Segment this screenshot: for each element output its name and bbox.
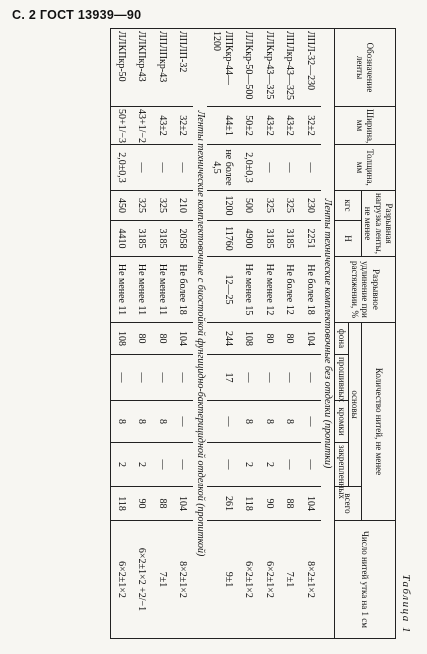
cell-elongation: Не более 18 bbox=[173, 257, 194, 323]
cell-thickness: — bbox=[173, 145, 194, 191]
cell-weft-through: — bbox=[239, 355, 260, 401]
cell-n: 2058 bbox=[173, 221, 194, 257]
cell-kgs: 325 bbox=[280, 191, 301, 221]
header-breaking-load: Разрывная нагрузка ленты, не менее bbox=[361, 191, 395, 257]
cell-thickness: 2,0±0,3 bbox=[111, 145, 132, 191]
cell-kgs: 450 bbox=[111, 191, 132, 221]
cell-binding: — bbox=[152, 443, 173, 487]
cell-kgs: 500 bbox=[239, 191, 260, 221]
cell-edge: 8 bbox=[152, 401, 173, 443]
cell-weft-through: — bbox=[111, 355, 132, 401]
cell-width: 32±2 bbox=[300, 107, 321, 145]
cell-width: 50±2 bbox=[239, 107, 260, 145]
cell-total: 118 bbox=[239, 487, 260, 521]
cell-width: 50+1/−3 bbox=[111, 107, 132, 145]
cell-kgs: 325 bbox=[259, 191, 280, 221]
cell-weft-through: — bbox=[259, 355, 280, 401]
cell-threads-per-cm: 8×2±1×2 bbox=[300, 521, 321, 639]
cell-weft: 108 bbox=[239, 323, 260, 355]
cell-threads-per-cm: 7±1 bbox=[152, 521, 173, 639]
cell-n: 11760 bbox=[207, 221, 239, 257]
cell-width: 43+1/−2 bbox=[132, 107, 153, 145]
cell-thickness: 2,0±0,3 bbox=[239, 145, 260, 191]
cell-n: 3185 bbox=[152, 221, 173, 257]
cell-elongation: Не менее 11 bbox=[132, 257, 153, 323]
cell-total: 90 bbox=[259, 487, 280, 521]
cell-edge: 8 bbox=[280, 401, 301, 443]
cell-edge: 8 bbox=[111, 401, 132, 443]
cell-weft-through: 17 bbox=[207, 355, 239, 401]
cell-n: 3185 bbox=[132, 221, 153, 257]
cell-designation: ЛПКкр-44—1200 bbox=[207, 29, 239, 107]
cell-designation: ЛЛКкр-43—325 bbox=[259, 29, 280, 107]
specification-table bbox=[110, 28, 396, 639]
cell-thickness: — bbox=[280, 145, 301, 191]
cell-total: 104 bbox=[300, 487, 321, 521]
cell-threads-per-cm: 6×2±1×2 +2/−1 bbox=[132, 521, 153, 639]
cell-edge: — bbox=[300, 401, 321, 443]
cell-weft-through: — bbox=[173, 355, 194, 401]
cell-weft: 80 bbox=[259, 323, 280, 355]
cell-elongation: Не более 18 bbox=[300, 257, 321, 323]
cell-elongation: 12—25 bbox=[207, 257, 239, 323]
cell-binding: 2 bbox=[239, 443, 260, 487]
cell-thickness: не более 4,5 bbox=[207, 145, 239, 191]
table-row bbox=[300, 29, 321, 639]
cell-threads-per-cm: 6×2±1×2 bbox=[239, 521, 260, 639]
cell-threads-per-cm: 8×2±1×2 bbox=[173, 521, 194, 639]
cell-width: 43±2 bbox=[280, 107, 301, 145]
table-row bbox=[132, 29, 153, 639]
header-binding: закрепленных bbox=[335, 443, 348, 487]
header-kgs: кгс bbox=[335, 191, 362, 221]
cell-threads-per-cm: 6×2±1×2 bbox=[111, 521, 132, 639]
cell-designation: ЛПЛПкр-43 bbox=[152, 29, 173, 107]
section-title: Ленты технические комплектовочные без отделки (пропитки) bbox=[321, 29, 335, 639]
table-caption: Таблица 1 bbox=[400, 574, 412, 634]
cell-thickness: — bbox=[152, 145, 173, 191]
header-width: Ширина, мм bbox=[335, 107, 396, 145]
cell-elongation: Не менее 11 bbox=[111, 257, 132, 323]
header-elongation: Разрывное удлинение при растяжении, % bbox=[335, 257, 396, 323]
cell-weft-through: — bbox=[300, 355, 321, 401]
cell-threads-per-cm: 6×2±1×2 bbox=[259, 521, 280, 639]
cell-edge: — bbox=[207, 401, 239, 443]
cell-edge: 8 bbox=[239, 401, 260, 443]
header-weft-through: прошивных bbox=[335, 355, 348, 401]
cell-thickness: — bbox=[132, 145, 153, 191]
cell-n: 3185 bbox=[259, 221, 280, 257]
cell-weft-through: — bbox=[132, 355, 153, 401]
cell-n: 3185 bbox=[280, 221, 301, 257]
cell-binding: — bbox=[300, 443, 321, 487]
cell-width: 43±2 bbox=[259, 107, 280, 145]
cell-total: 104 bbox=[173, 487, 194, 521]
cell-weft: 104 bbox=[173, 323, 194, 355]
cell-designation: ЛПЛ-32—230 bbox=[300, 29, 321, 107]
header-n: Н bbox=[335, 221, 362, 257]
cell-designation: ЛЛКкр-50—500 bbox=[239, 29, 260, 107]
header-total: всего bbox=[335, 487, 362, 521]
table-row bbox=[111, 29, 132, 639]
cell-n: 2251 bbox=[300, 221, 321, 257]
cell-threads-per-cm: 7±1 bbox=[280, 521, 301, 639]
cell-weft: 80 bbox=[152, 323, 173, 355]
cell-kgs: 1200 bbox=[207, 191, 239, 221]
table-row bbox=[259, 29, 280, 639]
cell-weft: 80 bbox=[132, 323, 153, 355]
header-basis: основы bbox=[348, 323, 361, 487]
cell-edge: — bbox=[173, 401, 194, 443]
cell-edge: 8 bbox=[132, 401, 153, 443]
cell-kgs: 325 bbox=[132, 191, 153, 221]
table-row bbox=[152, 29, 173, 639]
cell-elongation: Не менее 15 bbox=[239, 257, 260, 323]
rotated-page-content bbox=[12, 28, 412, 638]
header-designation: Обозначение ленты bbox=[335, 29, 396, 107]
cell-binding: — bbox=[207, 443, 239, 487]
page-header: С. 2 ГОСТ 13939—90 bbox=[12, 8, 142, 22]
header-thickness: Толщина, мм bbox=[335, 145, 396, 191]
cell-designation: ЛПЛП-32 bbox=[173, 29, 194, 107]
cell-weft-through: — bbox=[280, 355, 301, 401]
cell-thickness: — bbox=[259, 145, 280, 191]
cell-thickness: — bbox=[300, 145, 321, 191]
cell-n: 4410 bbox=[111, 221, 132, 257]
cell-kgs: 210 bbox=[173, 191, 194, 221]
cell-weft: 80 bbox=[280, 323, 301, 355]
table-row bbox=[239, 29, 260, 639]
header-threads-per-cm: Число нитей утка на 1 см bbox=[335, 521, 396, 639]
cell-elongation: Не менее 11 bbox=[152, 257, 173, 323]
cell-n: 4900 bbox=[239, 221, 260, 257]
header-edge: кромки bbox=[335, 401, 348, 443]
cell-designation: ЛЛКПкр-43 bbox=[132, 29, 153, 107]
table-row bbox=[280, 29, 301, 639]
cell-weft: 108 bbox=[111, 323, 132, 355]
cell-total: 90 bbox=[132, 487, 153, 521]
cell-binding: — bbox=[173, 443, 194, 487]
cell-total: 261 bbox=[207, 487, 239, 521]
cell-total: 88 bbox=[152, 487, 173, 521]
header-thread-count: Количество нитей, не менее bbox=[361, 323, 395, 521]
cell-total: 118 bbox=[111, 487, 132, 521]
cell-width: 43±2 bbox=[152, 107, 173, 145]
cell-binding: 2 bbox=[132, 443, 153, 487]
cell-binding: 2 bbox=[111, 443, 132, 487]
cell-width: 44±1 bbox=[207, 107, 239, 145]
cell-binding: — bbox=[280, 443, 301, 487]
cell-edge: 8 bbox=[259, 401, 280, 443]
cell-kgs: 325 bbox=[152, 191, 173, 221]
cell-weft: 244 bbox=[207, 323, 239, 355]
table-row bbox=[207, 29, 239, 639]
cell-weft-through: — bbox=[152, 355, 173, 401]
cell-width: 32±2 bbox=[173, 107, 194, 145]
cell-threads-per-cm: 9±1 bbox=[207, 521, 239, 639]
cell-kgs: 230 bbox=[300, 191, 321, 221]
cell-designation: ЛЛКПкр-50 bbox=[111, 29, 132, 107]
cell-elongation: Не более 12 bbox=[280, 257, 301, 323]
cell-total: 88 bbox=[280, 487, 301, 521]
cell-designation: ЛПЛкр-43—325 bbox=[280, 29, 301, 107]
cell-binding: 2 bbox=[259, 443, 280, 487]
cell-weft: 104 bbox=[300, 323, 321, 355]
cell-elongation: Не менее 12 bbox=[259, 257, 280, 323]
section-title: Ленты технические комплектовочные с биостойкой фунгицидно-бактерицидной отделкой (пропиткой) bbox=[193, 29, 207, 639]
header-weft: фона bbox=[335, 323, 348, 355]
table-row bbox=[173, 29, 194, 639]
